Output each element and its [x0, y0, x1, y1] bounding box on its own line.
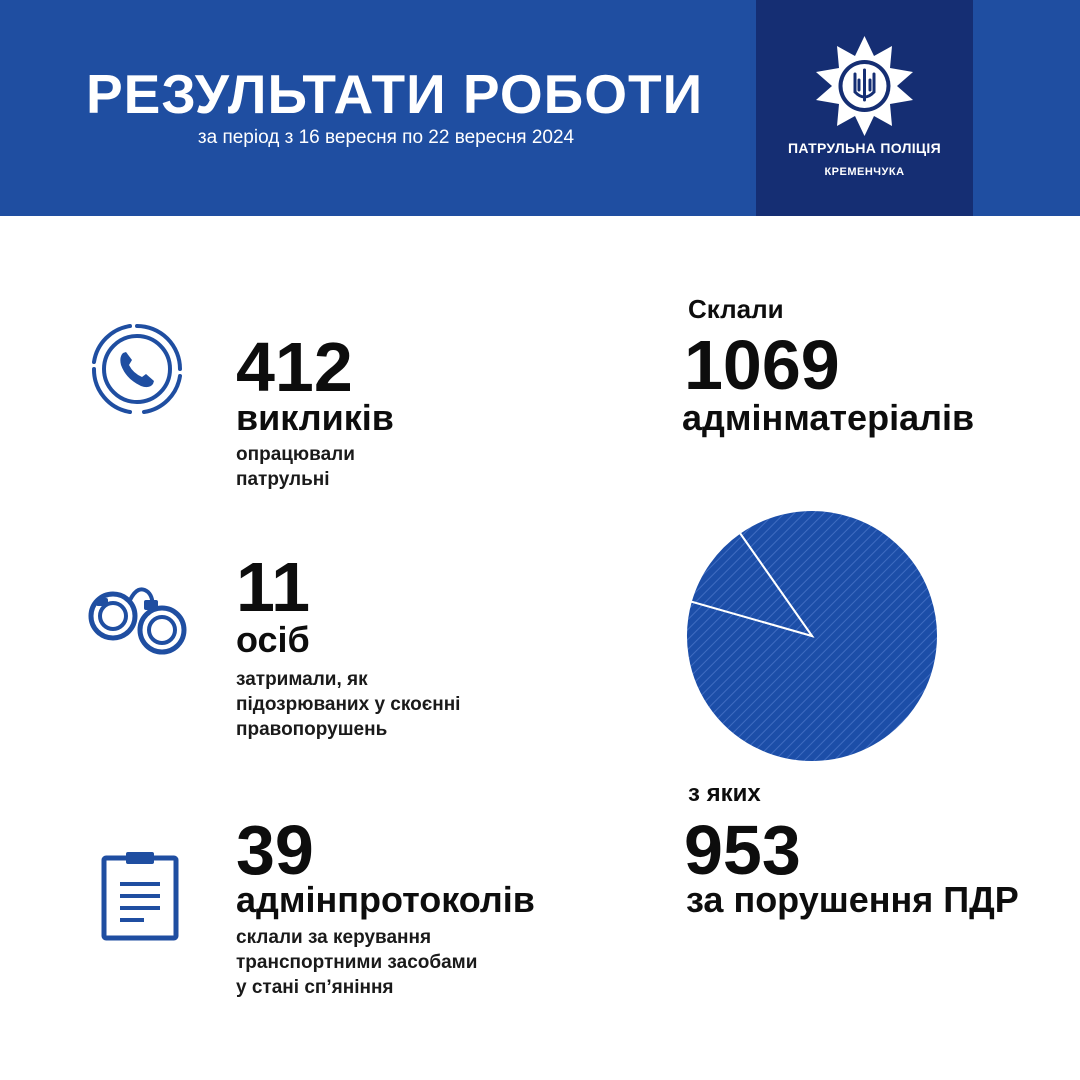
detained-value: 11 [236, 548, 310, 626]
patrol-police-brand [756, 0, 973, 216]
total-prefix: Склали [688, 294, 784, 324]
calls-unit: викликів [236, 397, 394, 438]
police-star-logo-icon [807, 36, 922, 136]
part-prefix: з яких [688, 780, 761, 807]
handcuffs-icon [86, 578, 191, 660]
clipboard-icon [100, 850, 180, 942]
calls-value: 412 [236, 328, 353, 406]
detained-description-line-2: підозрюваних у скоєнні [236, 694, 461, 715]
calls-description-line-2: патрульні [236, 469, 330, 490]
protocols-unit: адмінпротоколів [236, 879, 535, 920]
phone-icon [88, 320, 186, 418]
total-value: 1069 [684, 326, 840, 404]
brand-name: ПАТРУЛЬНА ПОЛІЦІЯ [788, 140, 941, 156]
part-value: 953 [684, 811, 801, 889]
brand-city: КРЕМЕНЧУКА [824, 166, 905, 178]
protocols-description-line-1: склали за керування [236, 927, 432, 948]
total-unit: адмінматеріалів [682, 397, 975, 438]
header-banner [0, 0, 1080, 216]
protocols-value: 39 [236, 811, 314, 889]
part-unit: за порушення ПДР [686, 879, 1019, 920]
calls-description-line-1: опрацювали [236, 444, 355, 465]
detained-description-line-1: затримали, як [236, 669, 368, 690]
detained-unit: осіб [236, 619, 310, 660]
period-subtitle: за період з 16 вересня по 22 вересня 2024 [197, 127, 575, 148]
materials-pie-chart [682, 506, 942, 766]
page-title: РЕЗУЛЬТАТИ РОБОТИ [86, 63, 704, 125]
protocols-description-line-3: у стані сп’яніння [236, 977, 394, 998]
protocols-description-line-2: транспортними засобами [236, 952, 478, 973]
detained-description-line-3: правопорушень [236, 719, 388, 740]
